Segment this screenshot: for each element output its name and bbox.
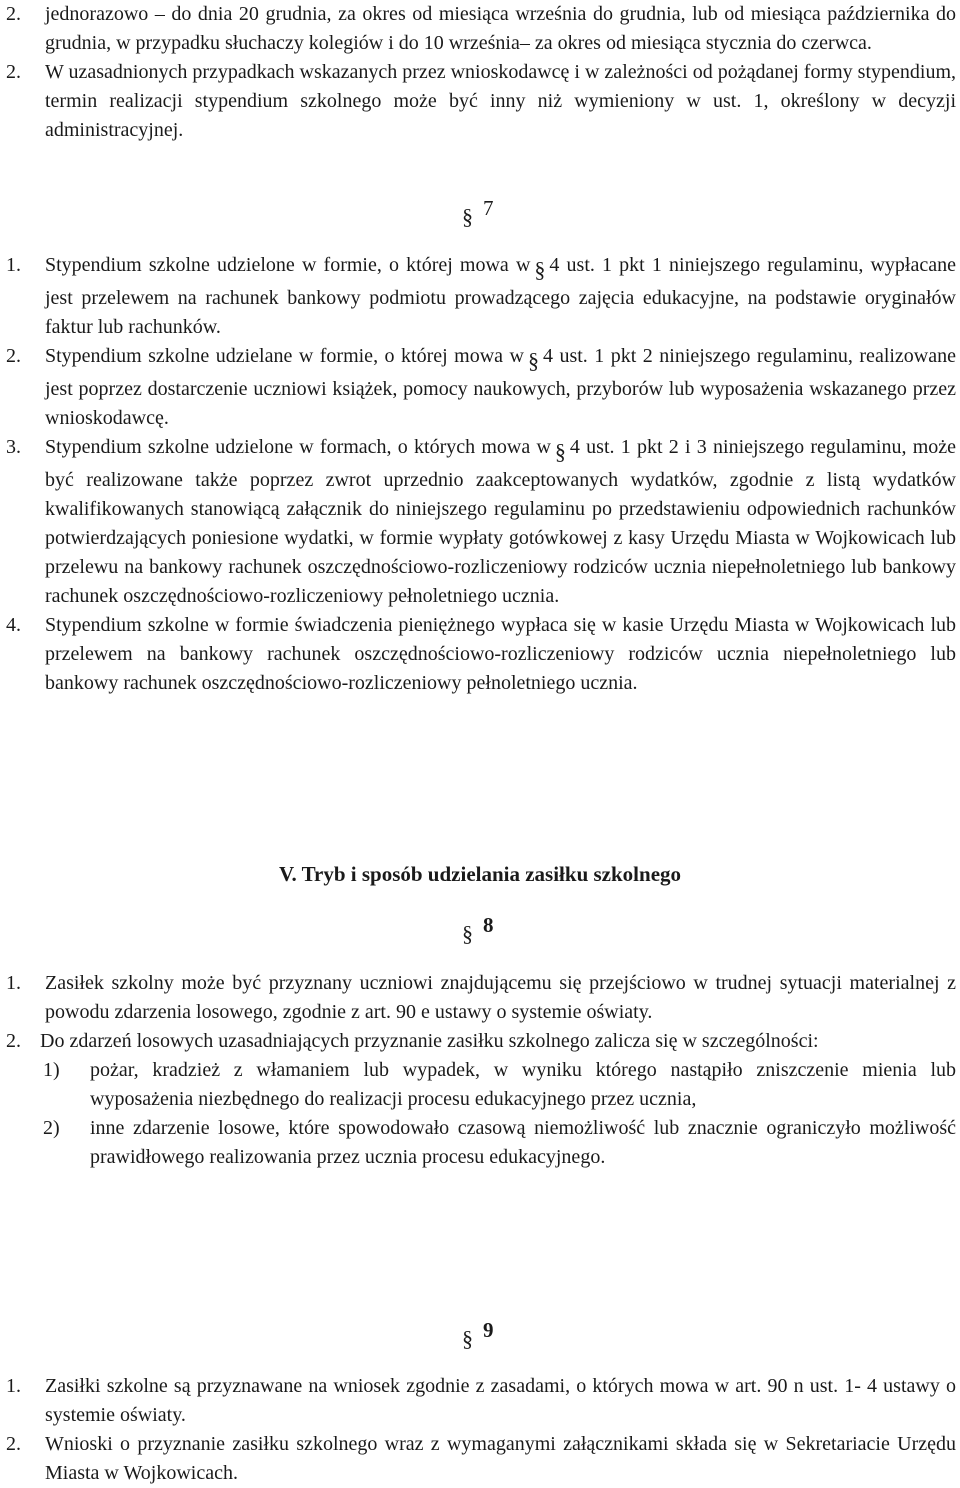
section-sign: §	[554, 439, 566, 464]
section-sign: §	[462, 1326, 473, 1351]
item-text-b: 4 ust. 1 pkt 1 niniejszego regulaminu, wypłacane jest przelewem na rachunek bankowy podmiotu prowadzącego zajęcia edukacyjne, na podstawie oryginałów faktur lub rachunków.	[45, 254, 956, 338]
chapter-title: V. Tryb i sposób udzielania zasiłku szkolnego	[278, 862, 682, 886]
item-number: 1.	[6, 972, 21, 994]
item-text: Zasiłek szkolny może być przyznany uczniowi znajdującemu się przejściowo w trudnej sytuacji materialnej z powodu zdarzenia losowego, zgodnie z art. 90 e ustawy o systemie oświaty.	[45, 972, 956, 1023]
item-number: 1.	[6, 1375, 21, 1397]
list-item	[6, 58, 956, 145]
section-sign: §	[534, 257, 546, 282]
item-text: Wnioski o przyznanie zasiłku szkolnego wraz z wymaganymi załącznikami składa się w Sekretariacie Urzędu Miasta w Wojkowicach.	[45, 1433, 956, 1484]
item-text-a: Stypendium szkolne udzielone w formie, o której mowa w	[45, 254, 531, 276]
section-heading-8	[462, 911, 494, 948]
item-text-b: 4 ust. 1 pkt 2 i 3 niniejszego regulaminu, może być realizowane także poprzez zwrot uprzednio zaakceptowanych wydatków, zgodnie z listą wydatków kwalifikowanych stanowiącą załącznik do niniejszego regulaminu po przedstawieniu odpowiednich rachunków potwierdzających poniesione wydatki, w formie wypłaty gotówkowej z kasy Urzędu Miasta w Wojkowicach lub przelewu na bankowy rachunek oszczędnościowo-rozliczeniowy rodziców ucznia niepełnoletniego lub bankowy rachunek oszczędnościowo-rozliczeniowy pełnoletniego ucznia.	[45, 436, 957, 607]
section-9-body	[6, 1372, 956, 1488]
item-text: Zasiłki szkolne są przyznawane na wniosek zgodnie z zasadami, o których mowa w art. 90 n ust. 1- 4 ustawy o systemie oświaty.	[45, 1375, 956, 1426]
section-8-body	[6, 969, 956, 1172]
item-number: 2.	[6, 345, 21, 367]
list-item	[6, 969, 956, 1027]
item-text: Do zdarzeń losowych uzasadniających przyznanie zasiłku szkolnego zalicza się w szczególności:	[40, 1030, 819, 1052]
item-text: Stypendium szkolne w formie świadczenia pieniężnego wypłaca się w kasie Urzędu Miasta w Wojkowicach lub przelewem na bankowy rachunek oszczędnościowo-rozliczeniowy rodziców ucznia niepełnoletniego lub bankowy rachunek oszczędnościowo-rozliczeniowy pełnoletniego ucznia.	[45, 614, 956, 694]
section-number: 7	[483, 196, 494, 220]
item-number: 2.	[6, 1030, 21, 1052]
item-text-a: Stypendium szkolne udzielane w formie, o której mowa w	[45, 345, 524, 367]
section-sign: §	[462, 204, 473, 229]
sub-item	[6, 1056, 956, 1114]
list-item	[6, 0, 956, 58]
section-7-body	[6, 251, 956, 698]
section-heading-9	[462, 1316, 494, 1353]
item-number: 2.	[6, 3, 21, 25]
item-number: 1.	[6, 254, 21, 276]
item-number: 4.	[6, 614, 21, 636]
item-text: jednorazowo – do dnia 20 grudnia, za okres od miesiąca września do grudnia, lub od miesiąca października do grudnia, w przypadku słuchaczy kolegiów i do 10 września– za okres od miesiąca stycznia do czerwca.	[45, 3, 956, 54]
list-item	[6, 1430, 956, 1488]
list-item	[6, 611, 956, 698]
list-item	[6, 1027, 956, 1056]
section-sign: §	[527, 348, 539, 373]
section-number: 8	[483, 913, 494, 937]
block-top	[6, 0, 956, 145]
item-text: W uzasadnionych przypadkach wskazanych przez wnioskodawcę i w zależności od pożądanej formy stypendium, termin realizacji stypendium szkolnego może być inny niż wymieniony w ust. 1, określony w decyzji administracyjnej.	[45, 61, 956, 141]
item-text-a: Stypendium szkolne udzielone w formach, o których mowa w	[45, 436, 551, 458]
item-number: 3.	[6, 436, 21, 458]
sub-item-text: inne zdarzenie losowe, które spowodowało czasową niemożliwość lub znacznie ograniczyło możliwość prawidłowego realizowania przez ucznia procesu edukacyjnego.	[90, 1117, 956, 1168]
section-heading-7	[462, 194, 494, 231]
sub-item-text: pożar, kradzież z włamaniem lub wypadek, w wyniku którego nastąpiło zniszczenie mienia lub wyposażenia niezbędnego do realizacji procesu edukacyjnego przez ucznia,	[90, 1059, 956, 1110]
item-number: 2.	[6, 1433, 21, 1455]
sub-item-number: 1)	[43, 1059, 60, 1081]
item-number: 2.	[6, 61, 21, 83]
item-text-b: 4 ust. 1 pkt 2 niniejszego regulaminu, realizowane jest poprzez dostarczenie uczniowi książek, pomocy naukowych, przyborów lub wyposażenia wskazanego przez wnioskodawcę.	[45, 345, 957, 429]
section-number: 9	[483, 1318, 494, 1342]
sub-item-number: 2)	[43, 1117, 60, 1139]
section-sign: §	[462, 921, 473, 946]
list-item	[6, 1372, 956, 1430]
list-item	[6, 433, 956, 611]
list-item	[6, 251, 956, 342]
list-item	[6, 342, 956, 433]
sub-item	[6, 1114, 956, 1172]
